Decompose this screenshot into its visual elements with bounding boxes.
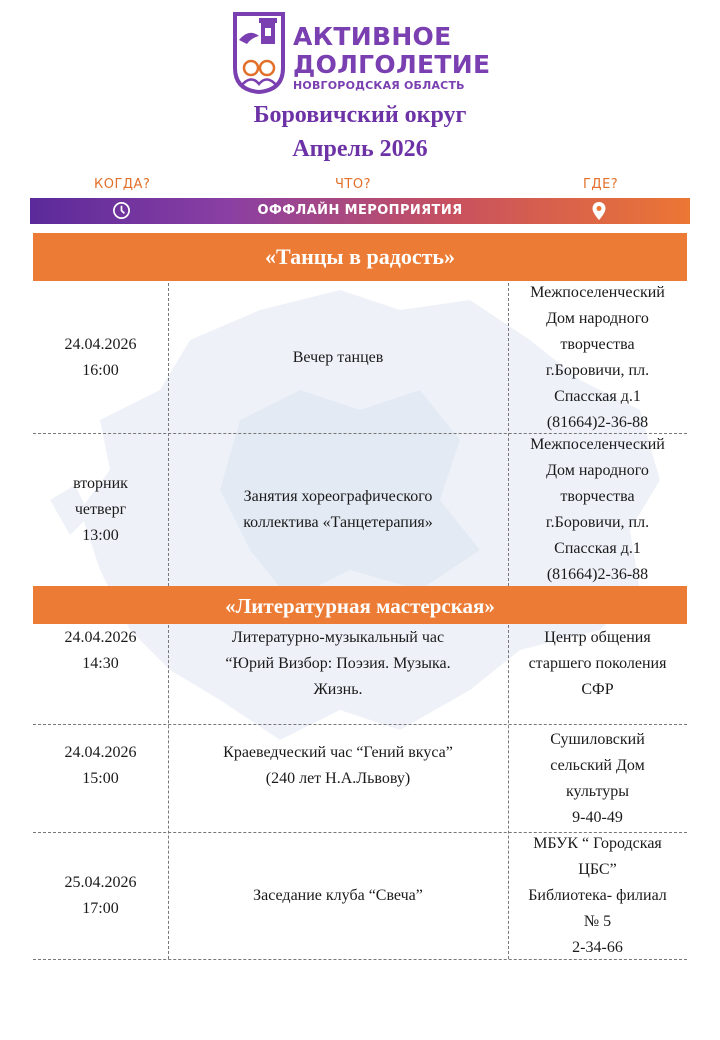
event-row (33, 283, 687, 433)
month-title: Апрель 2026 (292, 136, 428, 162)
district-title: Боровичский округ (253, 102, 467, 128)
event-when: 24.04.2026 16:00 (64, 336, 137, 379)
event-what: Вечер танцев (292, 349, 384, 366)
logo-region: НОВГОРОДСКАЯ ОБЛАСТЬ (293, 79, 465, 92)
event-when: 24.04.2026 14:30 (64, 629, 137, 672)
column-divider (508, 283, 509, 586)
column-divider (508, 625, 509, 959)
event-row (33, 434, 687, 586)
event-where: Межпоселенческий Дом народного творчества г.Боровичи, пл. Спасская д.1 (81664)2-36-88 (530, 284, 665, 431)
location-pin-icon (591, 201, 607, 221)
event-row (33, 726, 687, 832)
event-when: 24.04.2026 15:00 (64, 744, 137, 787)
event-where: Сушиловский сельский Дом культуры 9-40-49 (550, 731, 645, 826)
event-what: Заседание клуба “Свеча” (253, 887, 423, 904)
row-divider (33, 724, 687, 725)
event-where: Межпоселенческий Дом народного творчества г.Боровичи, пл. Спасская д.1 (81664)2-36-88 (530, 436, 665, 583)
column-what: ЧТО? (335, 177, 371, 192)
offline-events-banner (30, 198, 690, 224)
longevity-emblem-icon (229, 10, 289, 94)
event-when: вторник четверг 13:00 (73, 475, 128, 544)
table-bottom-border (33, 959, 687, 960)
event-when: 25.04.2026 17:00 (64, 874, 137, 917)
logo-title-line2: ДОЛГОЛЕТИЕ (293, 50, 491, 79)
event-row (33, 625, 687, 724)
event-where: МБУК “ Городская ЦБС” Библиотека- филиал № 5 2-34-66 (528, 835, 667, 956)
event-what: Краеведческий час “Гений вкуса” (240 лет Н.А.Львову) (223, 744, 453, 787)
section-title-dances: «Танцы в радость» (33, 233, 687, 281)
logo-title-line1: АКТИВНОЕ (293, 22, 452, 51)
column-when: КОГДА? (94, 177, 151, 192)
column-where: ГДЕ? (583, 177, 619, 192)
event-what: Литературно-музыкальный час “Юрий Визбор: Поэзия. Музыка. Жизнь. (225, 629, 451, 698)
column-divider (168, 625, 169, 959)
section-title-literature: «Литературная мастерская» (33, 586, 687, 624)
logo (229, 10, 499, 96)
banner-label: ОФФЛАЙН МЕРОПРИЯТИЯ (257, 203, 463, 218)
event-what: Занятия хореографического коллектива «Танцетерапия» (243, 488, 433, 531)
event-row (33, 833, 687, 959)
column-divider (168, 283, 169, 586)
event-where: Центр общения старшего поколения СФР (528, 629, 667, 698)
